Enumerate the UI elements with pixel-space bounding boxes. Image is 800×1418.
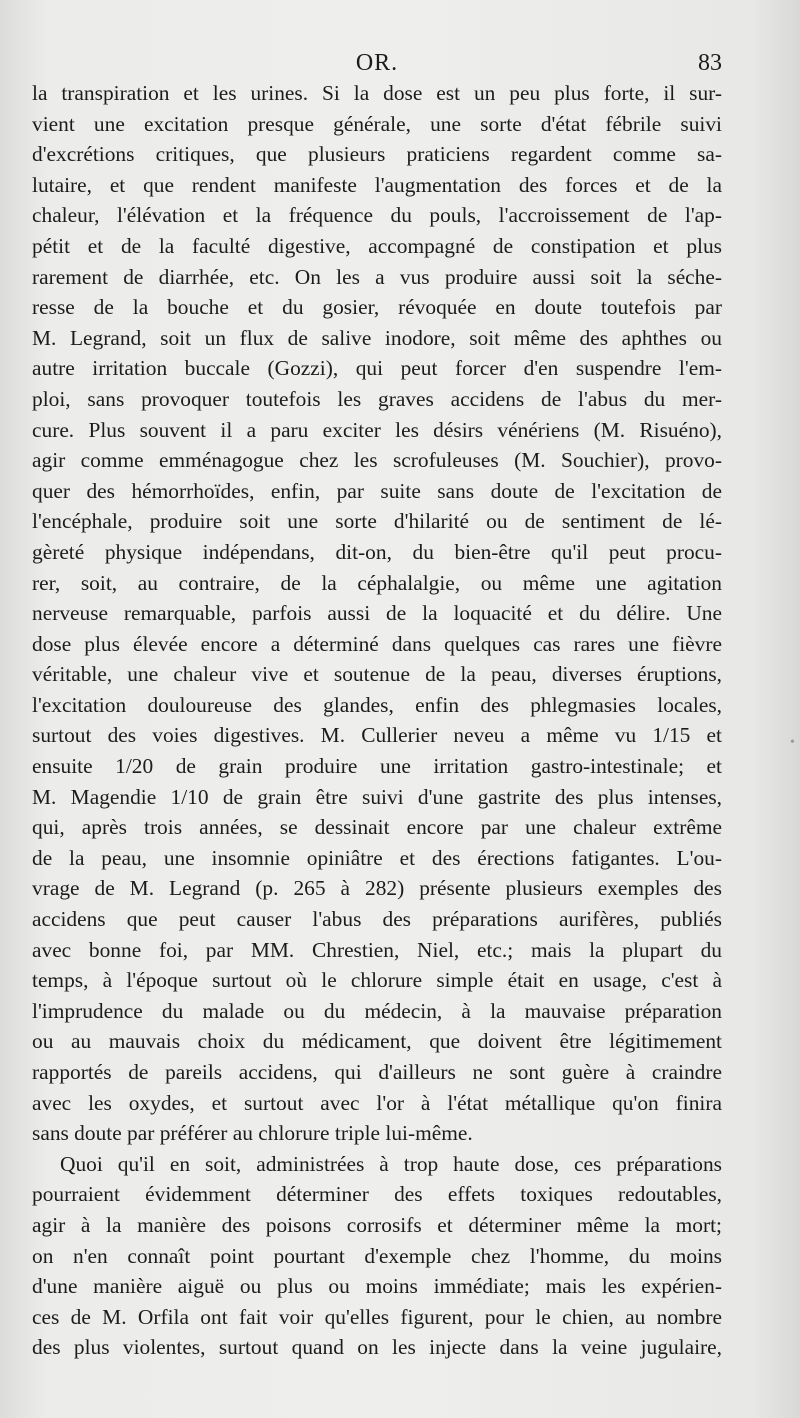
text-line: qui, après trois années, se dessinait encore par une chaleur extrême xyxy=(32,815,722,840)
text-line: vrage de M. Legrand (p. 265 à 282) présente plusieurs exemples des xyxy=(32,876,722,901)
text-line: pourraient évidemment déterminer des effets toxiques redoutables, xyxy=(32,1182,722,1207)
text-line: ploi, sans provoquer toutefois les graves accidens de l'abus du mer- xyxy=(32,386,722,411)
text-line: on n'en connaît point pourtant d'exemple chez l'homme, du moins xyxy=(32,1243,722,1268)
text-line: avec bonne foi, par MM. Chrestien, Niel, etc.; mais la plupart du xyxy=(32,937,722,962)
text-line: autre irritation buccale (Gozzi), qui peut forcer d'en suspendre l'em- xyxy=(32,356,722,381)
text-line: d'excrétions critiques, que plusieurs praticiens regardent comme sa- xyxy=(32,142,722,167)
text-line: M. Legrand, soit un flux de salive inodore, soit même des aphthes ou xyxy=(32,325,722,350)
text-line: cure. Plus souvent il a paru exciter les désirs vénériens (M. Risuéno), xyxy=(32,417,722,442)
text-line: rapportés de pareils accidens, qui d'ailleurs ne sont guère à craindre xyxy=(32,1060,722,1084)
text-line: d'une manière aiguë ou plus ou moins immédiate; mais les expérien- xyxy=(32,1274,722,1299)
text-line: chaleur, l'élévation et la fréquence du pouls, l'accroissement de l'ap- xyxy=(32,203,722,228)
text-line: surtout des voies digestives. M. Cullerier neveu a même vu 1/15 et xyxy=(32,723,722,748)
text-line: temps, à l'époque surtout où le chlorure simple était en usage, c'est à xyxy=(32,968,722,993)
text-line: gèreté physique indépendans, dit-on, du bien-être qu'il peut procu- xyxy=(32,539,722,564)
text-line: accidens que peut causer l'abus des préparations aurifères, publiés xyxy=(32,907,722,932)
text-line: ensuite 1/20 de grain produire une irritation gastro-intestinale; et xyxy=(32,754,722,779)
text-line: rarement de diarrhée, etc. On les a vus produire aussi soit la séche- xyxy=(32,264,722,289)
text-line: l'imprudence du malade ou du médecin, à la mauvaise préparation xyxy=(32,998,722,1023)
text-line: la transpiration et les urines. Si la dose est un peu plus forte, il sur- xyxy=(32,81,722,105)
text-line: nerveuse remarquable, parfois aussi de la loquacité et du délire. Une xyxy=(32,601,722,626)
text-line: l'excitation douloureuse des glandes, enfin des phlegmasies locales, xyxy=(32,692,722,717)
paragraph xyxy=(32,1149,722,1363)
text-line: l'encéphale, produire soit une sorte d'hilarité ou de sentiment de lé- xyxy=(32,509,722,534)
margin-speck: • xyxy=(790,735,795,750)
page-number: 83 xyxy=(698,50,722,76)
text-line: avec les oxydes, et surtout avec l'or à l'état métallique qu'on finira xyxy=(32,1090,722,1115)
text-line: rer, soit, au contraire, de la céphalalgie, ou même une agitation xyxy=(32,570,722,595)
text-line: sans doute par préférer au chlorure triple lui-même. xyxy=(32,1121,473,1146)
text-line: quer des hémorrhoïdes, enfin, par suite sans doute de l'excitation de xyxy=(32,478,722,503)
text-line: véritable, une chaleur vive et soutenue de la peau, diverses éruptions, xyxy=(32,662,722,687)
text-line: pétit et de la faculté digestive, accompagné de constipation et plus xyxy=(32,233,722,258)
text-line: vient une excitation presque générale, une sorte d'état fébrile suivi xyxy=(32,111,722,136)
running-head: OR. xyxy=(355,50,399,76)
text-line: ces de M. Orfila ont fait voir qu'elles figurent, pour le chien, au nombre xyxy=(32,1304,722,1329)
text-line: dose plus élevée encore a déterminé dans quelques cas rares une fièvre xyxy=(32,631,722,656)
text-line: de la peau, une insomnie opiniâtre et des érections fatigantes. L'ou- xyxy=(32,845,722,870)
text-line: lutaire, et que rendent manifeste l'augmentation des forces et de la xyxy=(32,172,722,197)
body-text xyxy=(32,78,722,1363)
text-line: agir comme emménagogue chez les scrofuleuses (M. Souchier), provo- xyxy=(32,448,722,473)
paragraph xyxy=(32,78,722,1149)
text-line: ou au mauvais choix du médicament, que doivent être légitimement xyxy=(32,1029,722,1054)
text-line: Quoi qu'il en soit, administrées à trop haute dose, ces préparations xyxy=(60,1151,722,1176)
text-line: des plus violentes, surtout quand on les injecte dans la veine jugulaire, xyxy=(32,1335,722,1360)
text-line: M. Magendie 1/10 de grain être suivi d'une gastrite des plus intenses, xyxy=(32,784,722,809)
text-line: resse de la bouche et du gosier, révoquée en doute toutefois par xyxy=(32,295,722,320)
text-line: agir à la manière des poisons corrosifs et déterminer même la mort; xyxy=(32,1212,722,1237)
